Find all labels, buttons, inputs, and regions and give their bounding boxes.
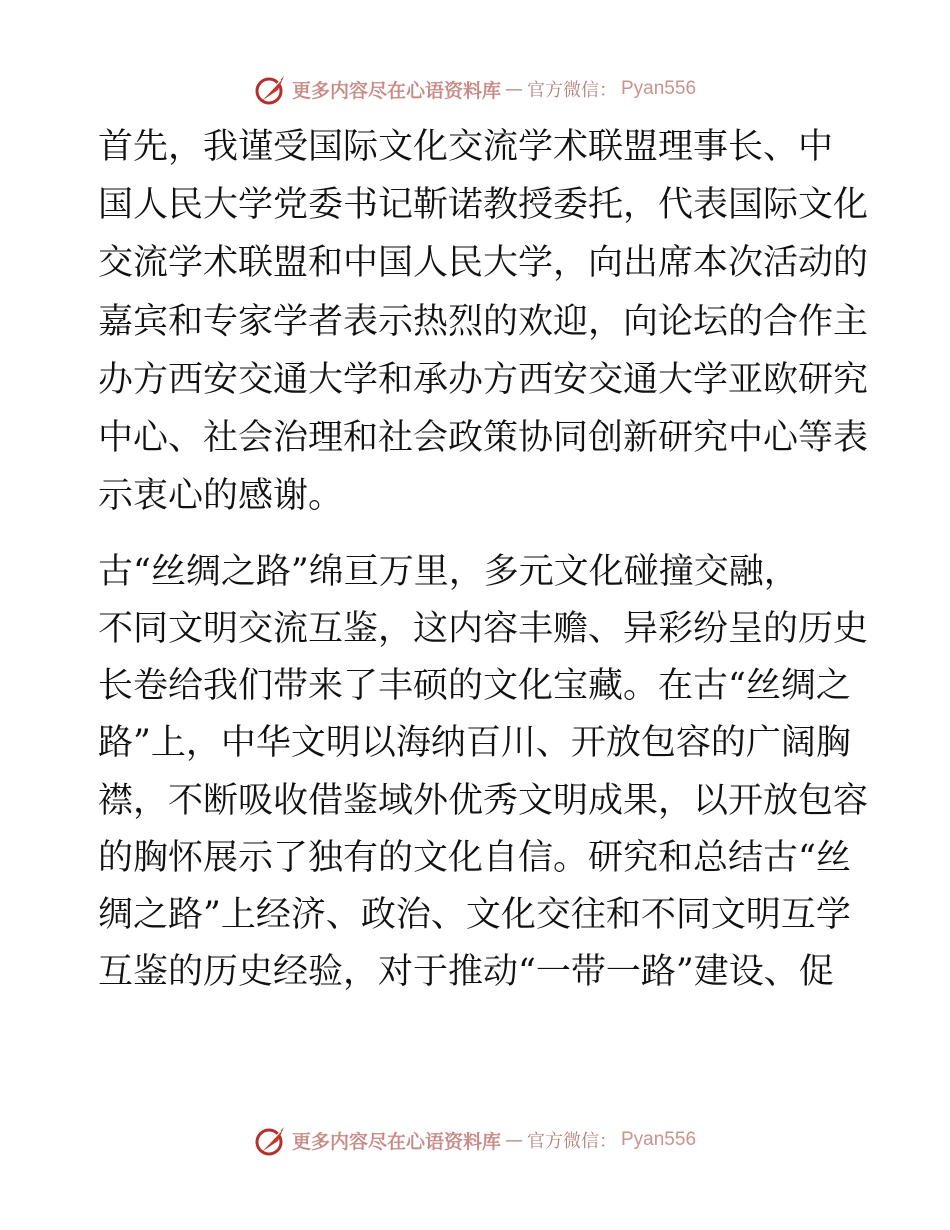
watermark-official-label: 官方微信： <box>527 80 617 101</box>
watermark-wechat-id: Pyan556 <box>621 78 697 99</box>
paragraph-line: 的胸怀展示了独有的文化自信。研究和总结古“丝 <box>98 838 851 878</box>
watermark-dash: — <box>505 78 523 100</box>
paragraph-line: 不同文明交流互鉴，这内容丰赡、异彩纷呈的历史 <box>98 609 869 649</box>
paragraph-line: 交流学术联盟和中国人民大学，向出席本次活动的 <box>98 243 869 283</box>
paragraph-line: 互鉴的历史经验，对于推动“一带一路”建设、促 <box>98 952 834 992</box>
paragraph-line: 古“丝绸之路”绵亘万里，多元文化碰撞交融， <box>98 552 799 592</box>
paragraph-line: 首先，我谨受国际文化交流学术联盟理事长、中 <box>98 127 834 167</box>
watermark-dash: — <box>505 1129 523 1151</box>
paragraph-line: 绸之路”上经济、政治、文化交往和不同文明互学 <box>98 895 851 935</box>
quill-logo-icon <box>254 1123 288 1157</box>
watermark-wechat-id: Pyan556 <box>621 1129 697 1150</box>
footer-watermark <box>0 1123 950 1157</box>
paragraph-line: 长卷给我们带来了丰硕的文化宝藏。在古“丝绸之 <box>98 666 851 706</box>
watermark-brand: 更多内容尽在心语资料库 <box>291 1130 501 1153</box>
paragraph-line: 国人民大学党委书记靳诺教授委托，代表国际文化 <box>98 185 869 225</box>
paragraph-line: 中心、社会治理和社会政策协同创新研究中心等表 <box>98 418 869 458</box>
watermark-brand: 更多内容尽在心语资料库 <box>291 79 501 102</box>
paragraph-line: 襟，不断吸收借鉴域外优秀文明成果，以开放包容 <box>98 781 869 821</box>
header-watermark <box>0 72 950 106</box>
watermark-official-label: 官方微信： <box>527 1131 617 1152</box>
paragraph-line: 路”上，中华文明以海纳百川、开放包容的广阔胸 <box>98 723 851 763</box>
paragraph-line: 示衷心的感谢。 <box>98 476 344 516</box>
paragraph-line: 嘉宾和专家学者表示热烈的欢迎，向论坛的合作主 <box>98 302 869 342</box>
paragraph-line: 办方西安交通大学和承办方西安交通大学亚欧研究 <box>98 360 869 400</box>
quill-logo-icon <box>254 72 288 106</box>
